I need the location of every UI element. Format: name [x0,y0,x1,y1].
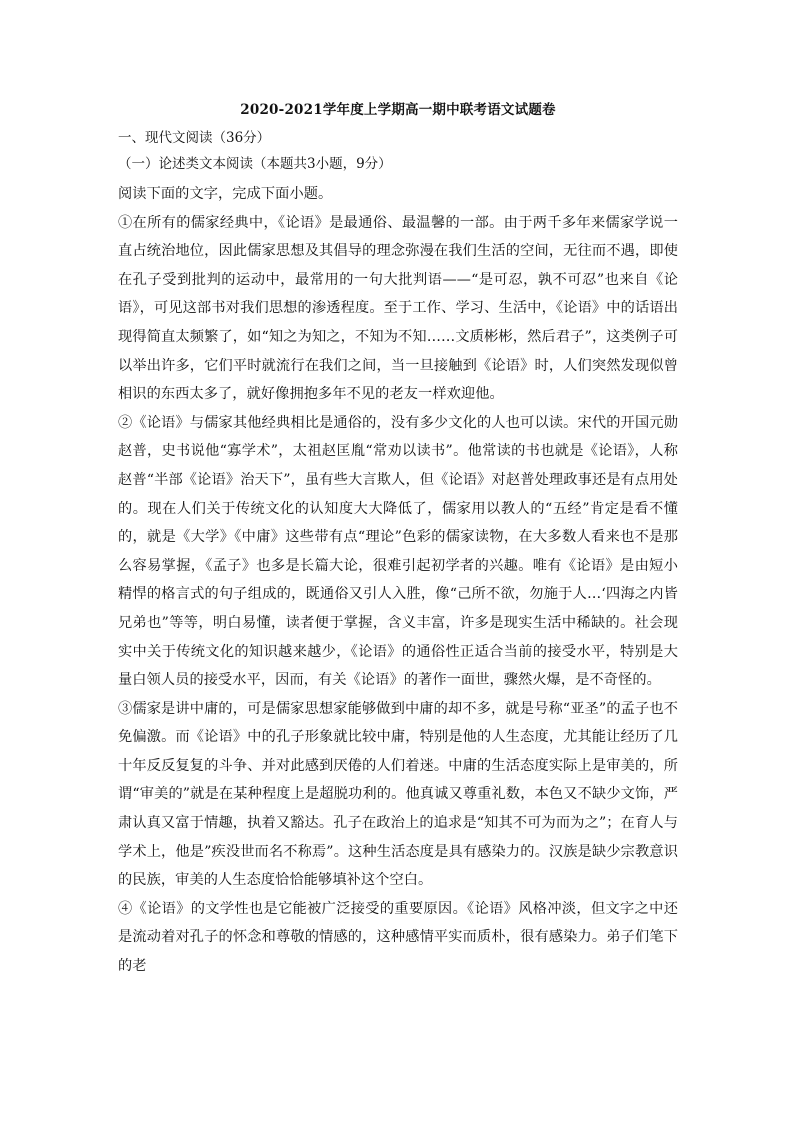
passage-paragraph-2: ②《论语》与儒家其他经典相比是通俗的，没有多少文化的人也可以读。宋代的开国元勋赵普，史书说他“寡学术”，太祖赵匡胤“常劝以读书”。他常读的书也就是《论语》，人称赵普“半部《论语》治天下”，虽有些大言欺人，但《论语》对赵普处理政事还是有点用处的。现在人们关于传统文化的认知度大大降低了，儒家用以教人的“五经”肯定是看不懂的，就是《大学》《中庸》这些带有点“理论”色彩的儒家读物，在大多数人看来也不是那么容易掌握，《孟子》也多是长篇大论，很难引起初学者的兴趣。唯有《论语》是由短小精悍的格言式的句子组成的，既通俗又引人入胜，像“己所不欲，勿施于人…‘四海之内皆兄弟也”等等，明白易懂，读者便于掌握，含义丰富，许多是现实生活中稀缺的。社会现实中关于传统文化的知识越来越少，《论语》的通俗性正适合当前的接受水平，特别是大量白领人员的接受水平，因而，有关《论语》的著作一面世，骤然火爆，是不奇怪的。 [118,414,678,689]
exam-page [118,100,678,981]
reading-instruction: 阅读下面的文字，完成下面小题。 [118,186,333,202]
section-heading: 一、现代文阅读（36分） [118,130,271,146]
exam-title: 2020-2021学年度上学期高一期中联考语文试题卷 [240,102,556,118]
subsection-heading: （一）论述类文本阅读（本题共3小题，9分） [118,156,392,172]
passage-paragraph-1: ①在所有的儒家经典中，《论语》是最通俗、最温馨的一部。由于两千多年来儒家学说一直占统治地位，因此儒家思想及其倡导的理念弥漫在我们生活的空间，无往而不遇，即使在孔子受到批判的运动中，最常用的一句大批判语——“是可忍，孰不可忍”也来自《论语》，可见这部书对我们思想的渗透程度。至于工作、学习、生活中，《论语》中的话语出现得简直太频繁了，如“知之为知之，不知为不知……文质彬彬，然后君子”，这类例子可以举出许多，它们平时就流行在我们之间，当一旦接触到《论语》时，人们突然发现似曾相识的东西太多了，就好像拥抱多年不见的老友一样欢迎他。 [118,214,678,403]
passage-paragraph-4: ④《论语》的文学性也是它能被广泛接受的重要原因。《论语》风格冲淡，但文字之中还是流动着对孔子的怀念和尊敬的情感的，这种感情平实而质朴，很有感染力。弟子们笔下的老 [118,900,678,975]
passage-paragraph-3: ③儒家是讲中庸的，可是儒家思想家能够做到中庸的却不多，就是号称“亚圣”的孟子也不免偏激。而《论语》中的孔子形象就比较中庸，特别是他的人生态度，尤其能让经历了几十年反反复复的斗争、并对此感到厌倦的人们着迷。中庸的生活态度实际上是审美的，所谓“审美的”就是在某种程度上是超脱功利的。他真诚又尊重礼数，本色又不缺少文饰，严肃认真又富于情趣，执着又豁达。孔子在政治上的追求是“知其不可为而为之”；在育人与学术上，他是”疾没世而名不称焉”。这种生活态度是具有感染力的。汉族是缺少宗教意识的民族，审美的人生态度恰恰能够填补这个空白。 [118,700,678,889]
